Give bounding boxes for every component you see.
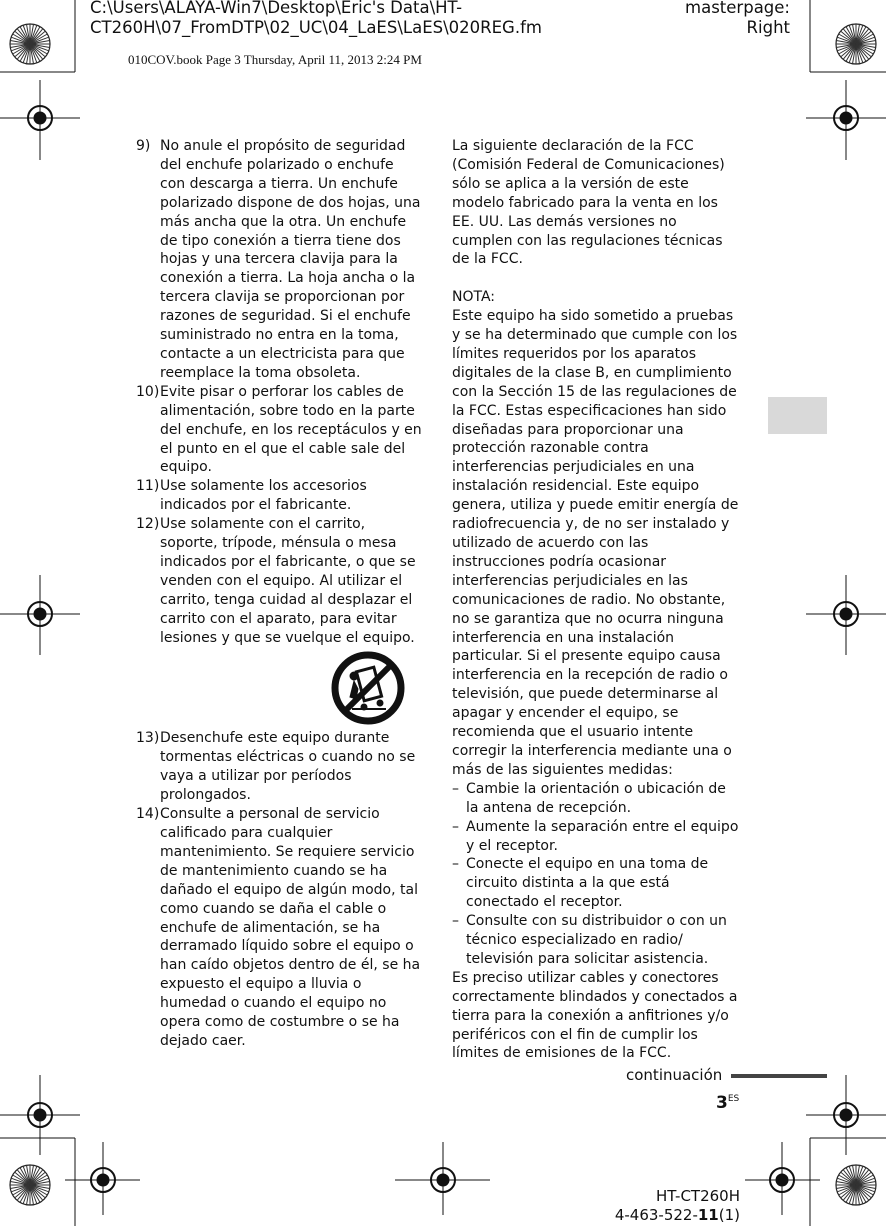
item-number: 11): [136, 478, 160, 495]
dash-bullet: –: [452, 856, 459, 873]
measure-text: Cambie la orientación o ubicación de la antena de recepción.: [466, 780, 726, 816]
right-column: [452, 137, 739, 1063]
continuation-bar: [731, 1074, 827, 1078]
measure-text: Aumente la separación entre el equipo y el receptor.: [466, 818, 739, 854]
list-item: [136, 515, 422, 647]
item-text: Use solamente con el carrito, soporte, trípode, ménsula o mesa indicados por el fabricante, o que se venden con el equipo. Al utilizar el carrito, tenga cuidad al desplazar el carrito con el aparato, para evitar lesiones y que se vuelque el equipo.: [160, 516, 416, 646]
measure-item: [452, 855, 739, 912]
measure-item: [452, 780, 739, 818]
part-suffix: (1): [718, 1206, 740, 1224]
book-info-line: 010COV.book Page 3 Thursday, April 11, 2013 2:24 PM: [128, 52, 422, 67]
page-number-suffix: ES: [727, 1094, 740, 1104]
continuation-label: continuación: [626, 1066, 723, 1084]
part-number: [615, 1206, 740, 1225]
item-number: 14): [136, 806, 160, 823]
nota-label: NOTA:: [452, 289, 496, 306]
model-name: HT-CT260H: [655, 1187, 740, 1205]
part-prefix: 4-463-522-: [614, 1206, 698, 1224]
nota-text: Este equipo ha sido sometido a pruebas y se ha determinado que cumple con los límites requeridos por los aparatos digitales de la clase B, en cumplimiento con la Sección 15 de las regulaciones de la FCC. Estas especificaciones han sido diseñadas para proporcionar una protección razonable contra interferencias perjudiciales en una instalación residencial. Este equipo genera, utiliza y puede emitir energía de radiofrecuencia y, de no ser instalado y utilizado de acuerdo con las instrucciones podría ocasionar interferencias perjudiciales en las comunicaciones de radio. No obstante, no se garantiza que no ocurra ninguna interferencia en una instalación particular. Si el presente equipo causa interferencia en la recepción de radio o televisión, que puede determinarse al apagar y encender el equipo, se recomienda que el usuario intente corregir la interferencia mediante una o más de las siguientes medidas:: [452, 308, 739, 778]
measure-item: [452, 912, 739, 969]
model-footer: [615, 1187, 740, 1225]
measure-text: Consulte con su distribuidor o con un técnico especializado en radio/ televisión para solicitar asistencia.: [466, 913, 727, 967]
list-item: [136, 729, 422, 805]
measure-item: [452, 818, 739, 856]
cart-tip-over-warning-icon: [330, 651, 406, 725]
page-number-value: 3: [716, 1093, 728, 1113]
item-number: 10): [136, 383, 160, 400]
masterpage-header: [685, 0, 790, 38]
page-number: [716, 1093, 739, 1113]
dash-bullet: –: [452, 780, 459, 797]
closing-text: Es preciso utilizar cables y conectores correctamente blindados y conectados a tierra para la conexión a anfitriones y/o periféricos con el fin de cumplir los límites de emisiones de la FCC.: [452, 969, 738, 1062]
dash-bullet: –: [452, 913, 459, 930]
measure-text: Conecte el equipo en una toma de circuito distinta a la que está conectado el receptor.: [466, 856, 709, 911]
masterpage-value: Right: [746, 18, 790, 37]
list-item: [136, 137, 422, 383]
left-column: [136, 137, 422, 1051]
file-path-line-2: CT260H\07_FromDTP\02_UC\04_LaES\LaES\020REG.fm: [90, 18, 542, 37]
item-text: Desenchufe este equipo durante tormentas eléctricas o cuando no se vaya a utilizar por períodos prolongados.: [160, 730, 416, 804]
cart-warning-symbol: [136, 647, 422, 729]
item-number: 12): [136, 516, 160, 533]
item-text: Evite pisar o perforar los cables de alimentación, sobre todo en la parte del enchufe, en los receptáculos y en el punto en el que el cable sale del equipo.: [160, 383, 422, 476]
part-bold: 11: [697, 1206, 719, 1224]
list-item: [136, 477, 422, 515]
dash-bullet: –: [452, 818, 459, 835]
list-item: [136, 383, 422, 478]
item-number: 13): [136, 730, 160, 747]
fcc-intro: La siguiente declaración de la FCC (Comisión Federal de Comunicaciones) sólo se aplica a la versión de este modelo fabricado para la venta en los EE. UU. Las demás versiones no cumplen con las regulaciones técnicas de la FCC.: [452, 138, 725, 268]
item-text: No anule el propósito de seguridad del enchufe polarizado o enchufe con descarga a tierra. Un enchufe polarizado dispone de dos hojas, una más ancha que la otra. Un enchufe de tipo conexión a tierra tiene dos hojas y una tercera clavija para la conexión a tierra. La hoja ancha o la tercera clavija se proporcionan por razones de seguridad. Si el enchufe suministrado no entra en la toma, contacte a un electricista para que reemplace la toma obsoleta.: [160, 138, 421, 381]
item-number: 9): [136, 138, 151, 154]
list-item: [136, 805, 422, 1051]
section-tab: [768, 397, 827, 434]
masterpage-label: masterpage:: [685, 0, 790, 17]
item-text: Use solamente los accesorios indicados por el fabricante.: [160, 478, 367, 514]
file-path-line-1: C:\Users\ALAYA-Win7\Desktop\Eric's Data\HT-: [90, 0, 463, 17]
file-path-header: [90, 0, 542, 38]
item-text: Consulte a personal de servicio calificado para cualquier mantenimiento. Se requiere servicio de mantenimiento cuando se ha dañado el equipo de algún modo, tal como cuando se daña el cable o enchufe de alimentación, se ha derramado líquido sobre el equipo o han caído objetos dentro de él, se ha expuesto el equipo a lluvia o humedad o cuando el equipo no opera como de costumbre o se ha dejado caer.: [160, 806, 421, 1049]
